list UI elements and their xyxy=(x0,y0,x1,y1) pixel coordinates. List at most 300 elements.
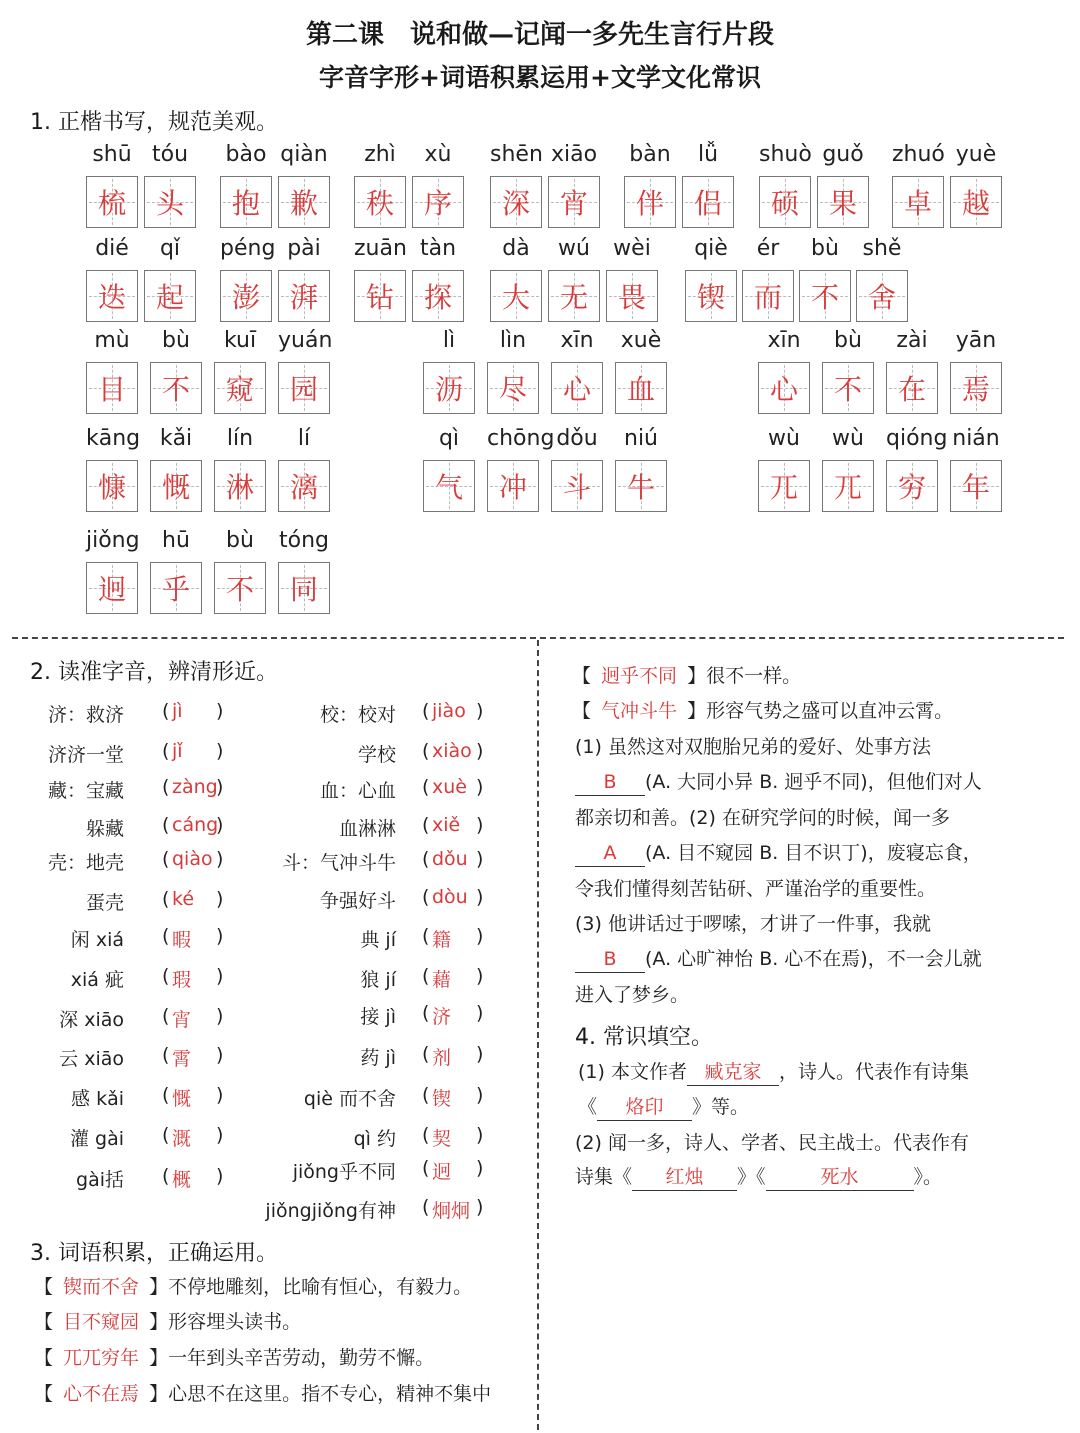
pinyin-label: xīn xyxy=(767,328,801,353)
char-cell xyxy=(86,362,138,414)
char-text: 序 xyxy=(423,187,452,220)
char-cell xyxy=(412,176,464,228)
s4-text-1: (1) 本文作者 xyxy=(578,1061,687,1083)
vocab-word: 目不窥园 xyxy=(63,1311,140,1333)
page-subtitle: 字音字形+词语积累运用+文学文化常识 xyxy=(319,63,761,92)
paren-open: ( xyxy=(162,776,170,798)
paren-open: ( xyxy=(422,965,430,987)
char-text: 血 xyxy=(626,373,655,406)
char-cell xyxy=(86,270,138,322)
char-text: 而 xyxy=(753,281,782,314)
pron-answer: 概 xyxy=(172,1169,192,1191)
char-text: 大 xyxy=(501,281,530,314)
char-cell xyxy=(220,270,272,322)
pinyin-label: shě xyxy=(862,236,902,261)
char-cell xyxy=(548,176,600,228)
char-cell xyxy=(423,460,475,512)
char-text: 湃 xyxy=(289,281,318,314)
q1-line8: 进入了梦乡。 xyxy=(575,984,690,1006)
bracket-open: 【 xyxy=(572,700,598,722)
pron-label: 学校 xyxy=(357,744,396,766)
pron-answer: xuè xyxy=(432,776,467,798)
pinyin-label: tóng xyxy=(279,528,329,553)
pinyin-label: kāng xyxy=(86,426,141,451)
char-cell xyxy=(354,176,406,228)
paren-open: ( xyxy=(162,1005,170,1027)
char-cell xyxy=(950,362,1002,414)
char-text: 头 xyxy=(155,187,184,220)
paren-open: ( xyxy=(422,814,430,836)
pinyin-label: xiāo xyxy=(550,142,598,167)
vertical-divider xyxy=(537,640,539,1430)
pinyin-label: wù xyxy=(768,426,800,451)
pron-label: 躲藏 xyxy=(85,818,124,840)
char-cell xyxy=(220,176,272,228)
pron-label: 校：校对 xyxy=(319,704,396,726)
char-text: 冲 xyxy=(498,471,527,504)
paren-open: ( xyxy=(422,848,430,870)
paren-close: ) xyxy=(216,848,224,870)
pron-label: 藏：宝藏 xyxy=(47,780,124,802)
paren-open: ( xyxy=(422,886,430,908)
paren-close: ) xyxy=(216,925,224,947)
section1-heading: 1. 正楷书写，规范美观。 xyxy=(30,110,278,135)
char-text: 舍 xyxy=(867,281,896,314)
char-text: 起 xyxy=(155,281,184,314)
pron-label: 闲 xiá xyxy=(70,929,124,951)
vocab-def: 心思不在这里。指不专心，精神不集中 xyxy=(168,1383,492,1405)
bracket-open: 【 xyxy=(34,1276,60,1298)
char-cell xyxy=(615,362,667,414)
char-cell xyxy=(551,362,603,414)
q1-answer-1: B xyxy=(575,773,645,796)
paren-close: ) xyxy=(476,700,484,722)
pron-label: 典 jí xyxy=(360,929,396,951)
pron-answer: 济 xyxy=(432,1006,452,1028)
vocab-def: 不停地雕刻，比喻有恒心，有毅力。 xyxy=(168,1276,473,1298)
vocab-word: 兀兀穷年 xyxy=(63,1347,140,1369)
char-cell xyxy=(742,270,794,322)
pron-answer: xiào xyxy=(432,740,472,762)
pron-label: 血淋淋 xyxy=(338,818,396,840)
pinyin-label: tóu xyxy=(151,142,189,167)
pinyin-label: wèi xyxy=(613,236,651,261)
q1-line3: 都亲切和善。(2) 在研究学问的时候，闻一多 xyxy=(575,807,950,829)
paren-close: ) xyxy=(476,925,484,947)
char-cell xyxy=(758,362,810,414)
char-text: 兀 xyxy=(769,471,798,504)
paren-open: ( xyxy=(422,776,430,798)
vocab-def: 很不一样。 xyxy=(706,665,802,687)
s4-line2 xyxy=(578,1092,749,1121)
pinyin-label: wù xyxy=(832,426,864,451)
pron-answer: 契 xyxy=(432,1128,452,1150)
char-text: 迭 xyxy=(97,281,126,314)
char-cell xyxy=(856,270,908,322)
char-cell xyxy=(548,270,600,322)
char-text: 心 xyxy=(562,373,591,406)
char-text: 梳 xyxy=(97,187,126,220)
char-cell xyxy=(412,270,464,322)
char-text: 乎 xyxy=(161,573,190,606)
bracket-close: 】 xyxy=(681,700,707,722)
pinyin-label: bù xyxy=(811,236,839,261)
bracket-close: 】 xyxy=(143,1276,169,1298)
char-cell xyxy=(150,362,202,414)
pinyin-label: zài xyxy=(896,328,928,353)
char-text: 畏 xyxy=(617,281,646,314)
char-text: 澎 xyxy=(231,281,260,314)
char-cell xyxy=(278,362,330,414)
paren-close: ) xyxy=(476,965,484,987)
pinyin-label: bù xyxy=(162,328,190,353)
vocab-item xyxy=(34,1379,491,1407)
vocab-word: 气冲斗牛 xyxy=(601,700,678,722)
paren-close: ) xyxy=(216,740,224,762)
paren-close: ) xyxy=(476,776,484,798)
pron-answer: ké xyxy=(172,888,195,910)
pron-label: qiè 而不舍 xyxy=(303,1088,396,1110)
char-cell xyxy=(278,562,330,614)
char-text: 年 xyxy=(961,471,990,504)
pron-label: xiá 疵 xyxy=(70,969,124,991)
pron-label: 壳：地壳 xyxy=(47,852,124,874)
answer-author: 臧克家 xyxy=(687,1063,779,1086)
s4-text-4: 》等。 xyxy=(692,1096,750,1118)
pinyin-label: lí xyxy=(297,426,311,451)
char-cell xyxy=(490,270,542,322)
bracket-open: 【 xyxy=(34,1383,60,1405)
char-text: 硕 xyxy=(770,187,799,220)
pron-answer: 溉 xyxy=(172,1128,192,1150)
char-text: 钻 xyxy=(365,281,394,314)
char-cell xyxy=(214,460,266,512)
q1-answer-3: B xyxy=(575,950,645,973)
q1-line5: 令我们懂得刻苦钻研、严谨治学的重要性。 xyxy=(575,878,937,900)
pron-answer: 霄 xyxy=(172,1048,192,1070)
char-text: 越 xyxy=(961,187,990,220)
pinyin-label: qǐ xyxy=(159,236,181,261)
pron-label: qì 约 xyxy=(353,1128,396,1150)
paren-open: ( xyxy=(162,1165,170,1187)
pron-answer: 锲 xyxy=(432,1088,452,1110)
bracket-close: 】 xyxy=(681,665,707,687)
pron-answer: 慨 xyxy=(172,1088,192,1110)
pron-label: 争强好斗 xyxy=(319,890,396,912)
paren-close: ) xyxy=(216,1124,224,1146)
bracket-open: 【 xyxy=(34,1347,60,1369)
pinyin-label: shēn xyxy=(490,142,543,167)
paren-open: ( xyxy=(422,700,430,722)
q1-line7 xyxy=(575,944,982,973)
horizontal-divider xyxy=(12,637,1064,639)
pinyin-label: pài xyxy=(287,236,321,261)
char-cell xyxy=(150,460,202,512)
pron-label: 接 jì xyxy=(360,1006,396,1028)
char-text: 不 xyxy=(810,281,839,314)
char-text: 锲 xyxy=(696,281,725,314)
char-text: 宵 xyxy=(559,187,588,220)
paren-close: ) xyxy=(216,814,224,836)
pinyin-label: lín xyxy=(226,426,254,451)
section2-heading: 2. 读准字音，辨清形近。 xyxy=(30,660,278,685)
paren-open: ( xyxy=(162,965,170,987)
char-cell xyxy=(490,176,542,228)
q1-line7-text: (A. 心旷神怡 B. 心不在焉)，不一会儿就 xyxy=(645,948,982,970)
pinyin-label: péng xyxy=(220,236,276,261)
q1-line4 xyxy=(575,838,982,867)
pinyin-label: kuī xyxy=(223,328,257,353)
char-cell xyxy=(487,460,539,512)
pinyin-label: mù xyxy=(94,328,130,353)
vocab-item xyxy=(34,1307,301,1335)
char-cell xyxy=(214,362,266,414)
char-text: 慨 xyxy=(161,471,190,504)
pron-answer: 剂 xyxy=(432,1047,452,1069)
pron-answer: xiě xyxy=(432,814,461,836)
paren-close: ) xyxy=(476,1043,484,1065)
vocab-item xyxy=(34,1343,434,1371)
paren-close: ) xyxy=(216,965,224,987)
q1-answer-2: A xyxy=(575,844,645,867)
pinyin-label: kǎi xyxy=(159,426,193,451)
char-cell xyxy=(624,176,676,228)
char-text: 歉 xyxy=(289,187,318,220)
char-cell xyxy=(822,362,874,414)
bracket-open: 【 xyxy=(34,1311,60,1333)
char-cell xyxy=(758,460,810,512)
paren-open: ( xyxy=(422,1124,430,1146)
char-text: 兀 xyxy=(833,471,862,504)
pinyin-label: chōng xyxy=(487,426,555,451)
paren-close: ) xyxy=(216,1005,224,1027)
pinyin-label: bù xyxy=(834,328,862,353)
char-text: 牛 xyxy=(626,471,655,504)
paren-open: ( xyxy=(162,700,170,722)
pron-answer: 炯炯 xyxy=(432,1200,471,1222)
paren-open: ( xyxy=(422,1196,430,1218)
s4-line1 xyxy=(578,1057,969,1086)
char-text: 卓 xyxy=(903,187,932,220)
pinyin-label: qì xyxy=(438,426,460,451)
vocab-def: 形容气势之盛可以直冲云霄。 xyxy=(706,700,954,722)
s4-text-6: 》《 xyxy=(737,1166,766,1188)
char-cell xyxy=(886,362,938,414)
char-cell xyxy=(886,460,938,512)
char-text: 慷 xyxy=(97,471,126,504)
char-text: 侣 xyxy=(693,187,722,220)
paren-close: ) xyxy=(476,740,484,762)
answer-book-2: 红烛 xyxy=(632,1168,737,1191)
pinyin-label: dà xyxy=(502,236,530,261)
section4-heading: 4. 常识填空。 xyxy=(575,1025,713,1050)
char-text: 抱 xyxy=(231,187,260,220)
char-cell xyxy=(86,460,138,512)
char-cell xyxy=(817,176,869,228)
char-cell xyxy=(799,270,851,322)
char-text: 斗 xyxy=(562,471,591,504)
char-text: 无 xyxy=(559,281,588,314)
pron-answer: dòu xyxy=(432,886,468,908)
vocab-word: 锲而不舍 xyxy=(63,1276,140,1298)
char-cell xyxy=(278,460,330,512)
s4-text-7: 》。 xyxy=(913,1166,943,1188)
bracket-open: 【 xyxy=(572,665,598,687)
paren-open: ( xyxy=(422,925,430,947)
char-text: 沥 xyxy=(434,373,463,406)
pinyin-label: lì xyxy=(442,328,456,353)
pinyin-label: dǒu xyxy=(556,426,598,451)
paren-close: ) xyxy=(476,1002,484,1024)
paren-close: ) xyxy=(216,700,224,722)
pron-label: 济：救济 xyxy=(47,704,124,726)
char-cell xyxy=(606,270,658,322)
s4-text-5: 诗集《 xyxy=(575,1166,633,1188)
char-text: 同 xyxy=(289,573,318,606)
paren-open: ( xyxy=(162,814,170,836)
pinyin-label: bào xyxy=(225,142,267,167)
vocab-word: 心不在焉 xyxy=(63,1383,140,1405)
char-text: 迥 xyxy=(97,573,126,606)
pron-label: 灌 gài xyxy=(69,1128,124,1150)
char-cell xyxy=(214,562,266,614)
paren-open: ( xyxy=(162,925,170,947)
paren-close: ) xyxy=(216,776,224,798)
pinyin-label: qióng xyxy=(886,426,948,451)
char-text: 心 xyxy=(769,373,798,406)
pron-label: 药 jì xyxy=(360,1047,396,1069)
char-text: 目 xyxy=(97,373,126,406)
paren-close: ) xyxy=(476,1157,484,1179)
vocab-item xyxy=(34,1272,472,1300)
paren-open: ( xyxy=(162,1044,170,1066)
pinyin-label: guǒ xyxy=(822,142,864,167)
s4-line4 xyxy=(575,1162,942,1191)
char-cell xyxy=(150,562,202,614)
pinyin-label: yān xyxy=(955,328,997,353)
char-text: 园 xyxy=(289,373,318,406)
pinyin-label: bàn xyxy=(629,142,671,167)
pinyin-label: zhuó xyxy=(892,142,945,167)
char-text: 不 xyxy=(833,373,862,406)
section3-heading: 3. 词语积累，正确运用。 xyxy=(30,1241,278,1266)
paren-close: ) xyxy=(216,1044,224,1066)
vocab-def: 一年到头辛苦劳动，勤劳不懈。 xyxy=(168,1347,435,1369)
char-cell xyxy=(278,270,330,322)
paren-open: ( xyxy=(162,740,170,762)
pron-answer: qiào xyxy=(172,848,213,870)
char-text: 秩 xyxy=(365,187,394,220)
pron-label: jiǒngjiǒng有神 xyxy=(265,1200,396,1222)
paren-close: ) xyxy=(476,886,484,908)
q1-line2 xyxy=(575,767,982,796)
pron-label: 感 kǎi xyxy=(71,1088,124,1110)
pron-label: 济济一堂 xyxy=(47,744,124,766)
char-cell xyxy=(487,362,539,414)
char-cell xyxy=(278,176,330,228)
pron-label: 深 xiāo xyxy=(59,1009,124,1031)
char-cell xyxy=(144,270,196,322)
pinyin-label: lìn xyxy=(499,328,527,353)
pron-label: 斗：气冲斗牛 xyxy=(281,852,396,874)
char-cell xyxy=(615,460,667,512)
s4-text-2: ，诗人。代表作有诗集 xyxy=(778,1061,969,1083)
pron-label: gài括 xyxy=(76,1169,124,1191)
paren-open: ( xyxy=(162,888,170,910)
s4-text-3: 《 xyxy=(578,1096,598,1118)
char-text: 穷 xyxy=(897,471,926,504)
pinyin-label: zuān xyxy=(354,236,407,261)
pinyin-label: yuán xyxy=(278,328,333,353)
q1-line6: (3) 他讲话过于啰嗦，才讲了一件事，我就 xyxy=(575,913,931,935)
pron-answer: 宵 xyxy=(172,1009,192,1031)
pinyin-label: xù xyxy=(424,142,452,167)
page-title: 第二课 说和做—记闻一多先生言行片段 xyxy=(305,20,774,50)
pinyin-label: yuè xyxy=(955,142,997,167)
pron-label: 蛋壳 xyxy=(85,892,124,914)
pinyin-label: nián xyxy=(952,426,1000,451)
pinyin-label: bù xyxy=(226,528,254,553)
char-cell xyxy=(759,176,811,228)
char-text: 气 xyxy=(434,471,463,504)
char-cell xyxy=(892,176,944,228)
paren-close: ) xyxy=(216,1165,224,1187)
q1-line4-text: (A. 目不窥园 B. 目不识丁)，废寝忘食， xyxy=(645,842,982,864)
paren-open: ( xyxy=(422,1157,430,1179)
paren-close: ) xyxy=(476,848,484,870)
char-text: 焉 xyxy=(961,373,990,406)
char-text: 淋 xyxy=(225,471,254,504)
paren-close: ) xyxy=(476,1124,484,1146)
char-text: 窥 xyxy=(225,373,254,406)
pinyin-label: shuò xyxy=(759,142,812,167)
char-cell xyxy=(950,460,1002,512)
paren-open: ( xyxy=(162,1084,170,1106)
paren-open: ( xyxy=(162,848,170,870)
paren-open: ( xyxy=(422,740,430,762)
paren-close: ) xyxy=(216,1084,224,1106)
pron-answer: 瑕 xyxy=(172,969,192,991)
paren-open: ( xyxy=(422,1084,430,1106)
char-text: 漓 xyxy=(289,471,318,504)
paren-open: ( xyxy=(422,1043,430,1065)
char-text: 在 xyxy=(897,373,926,406)
char-text: 尽 xyxy=(498,373,527,406)
pron-answer: 暇 xyxy=(172,929,192,951)
pron-answer: cáng xyxy=(172,814,219,836)
pinyin-label: tàn xyxy=(419,236,457,261)
pinyin-label: niú xyxy=(624,426,658,451)
pinyin-label: qiè xyxy=(694,236,728,261)
paren-close: ) xyxy=(216,888,224,910)
s4-line3: (2) 闻一多，诗人、学者、民主战士。代表作有 xyxy=(575,1132,969,1154)
pinyin-label: xīn xyxy=(560,328,594,353)
pinyin-label: zhì xyxy=(364,142,396,167)
paren-close: ) xyxy=(476,814,484,836)
pron-answer: 迥 xyxy=(432,1161,452,1183)
char-cell xyxy=(551,460,603,512)
pinyin-label: jiǒng xyxy=(86,528,140,553)
bracket-close: 】 xyxy=(143,1311,169,1333)
pron-label: 云 xiāo xyxy=(59,1048,124,1070)
char-text: 果 xyxy=(828,187,857,220)
pinyin-label: shū xyxy=(92,142,132,167)
q1-line1: (1) 虽然这对双胞胎兄弟的爱好、处事方法 xyxy=(575,736,931,758)
paren-open: ( xyxy=(422,1002,430,1024)
pron-answer: jǐ xyxy=(172,740,183,762)
pron-answer: 籍 xyxy=(432,929,452,951)
char-cell xyxy=(144,176,196,228)
